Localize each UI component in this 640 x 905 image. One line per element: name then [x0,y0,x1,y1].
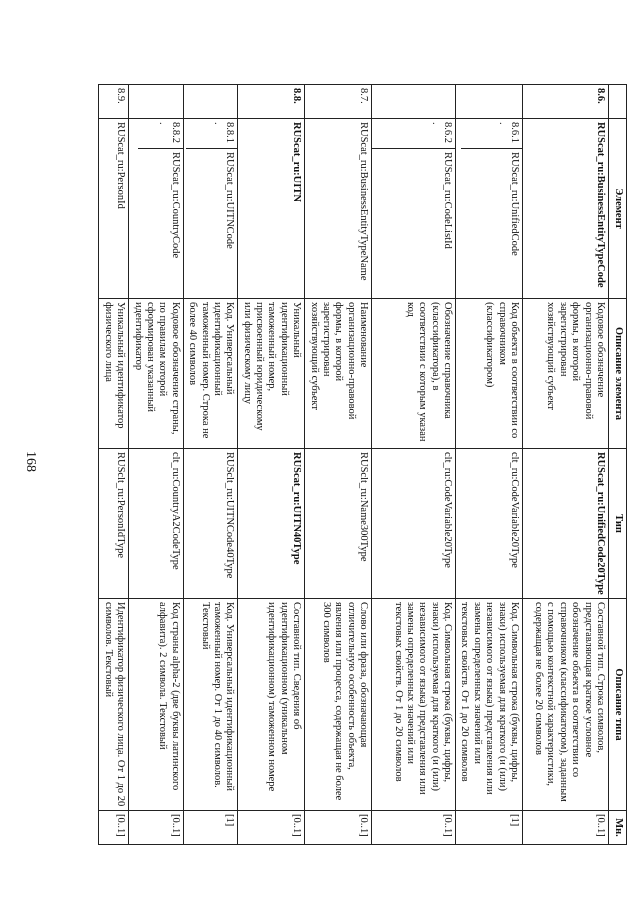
header-multiplicity: Мн. [609,811,627,845]
table-header-row [609,85,627,845]
element-cell [183,119,238,299]
multiplicity: [0..1] [372,811,456,845]
header-type: Тип [609,449,627,599]
element-description: Кодовое обозначение организационно-правовой формы, в которой зарегистрирован хозяйствующий субъект [523,299,609,449]
element-cell [129,119,184,299]
element-name: RUScat_ru:UITNCode [224,152,236,249]
element-name: RUScat_ru:PersonId [99,119,129,299]
element-name: RUScat_ru:CodeListId [442,152,454,249]
type-name: clt_ru:CountryA2CodeType [129,449,184,599]
type-description: Код страны alpha-2 (две буквы латинского алфавита). 2 символа. Текстовый [129,599,184,811]
type-description: Составной тип. Строка символов, представляющая краткое условное обозначение объекта в соответствии со справочником (классификатором), заданным с помощью контекстной характеристики, содержащая не более 20 символов [523,599,609,811]
multiplicity: [0..1] [523,811,609,845]
header-num [609,85,627,119]
row-number [372,85,456,119]
multiplicity: [0..1] [99,811,129,845]
type-description: Идентификатор физического лица. От 1 до 20 символов. Текстовый [99,599,129,811]
element-description: Кодовое обозначение страны, по правилам которой сформирован указанный идентификатор [129,299,184,449]
type-description: Составной тип. Сведения об идентификационном (уникальном идентификационном) таможенном номере [238,599,305,811]
type-description: Код. Универсальный идентификационный таможенный номер. От 1 до 40 символов. Текстовый [183,599,238,811]
type-name: RUScat_ru:UITN40Type [238,449,305,599]
elements-table [98,84,627,845]
row-number: 8.8. [238,85,305,119]
sub-row-number: 8.8.1. [186,119,237,149]
type-name: RUSclt_ru:Name300Type [305,449,372,599]
type-name: clt_ru:CodeVariable20Type [372,449,456,599]
type-name: RUScat_ru:UnifiedCode20Type [523,449,609,599]
header-element: Элемент [609,119,627,299]
element-description: Уникальный идентификатор физического лица [99,299,129,449]
sub-row-number: 8.6.2. [372,119,455,149]
element-description: Обозначение справочника (классификатора), в соответствии с которым указан код [372,299,456,449]
multiplicity: [0..1] [238,811,305,845]
type-name: clt_ru:CodeVariable20Type [456,449,523,599]
multiplicity: [0..1] [129,811,184,845]
table-row [183,85,238,845]
element-cell [456,119,523,299]
type-name: RUSclt_ru:UITNCode40Type [183,449,238,599]
element-description: Наименование организационно-правовой формы, в которой зарегистрирован хозяйствующий субъект [305,299,372,449]
element-name: RUScat_ru:UnifiedCode [509,152,520,256]
page-number: 168 [23,451,38,472]
header-type-description: Описание типа [609,599,627,811]
table-row [129,85,184,845]
type-name: RUSclt_ru:PersonIdType [99,449,129,599]
table-row [523,85,609,845]
table-row [305,85,372,845]
header-element-description: Описание элемента [609,299,627,449]
row-number: 8.7. [305,85,372,119]
row-number [183,85,238,119]
multiplicity: [1] [183,811,238,845]
row-number [129,85,184,119]
element-name: RUScat_ru:BusinessEntityTypeName [305,119,372,299]
sub-row-number: 8.6.1. [461,119,522,149]
sub-row-number: 8.8.2. [138,119,183,149]
type-description: Код. Символьная строка (буквы, цифры, знаки) используемая для краткого (и (или) независимого от языка) представления или замены определенных значений или текстовых свойств. От 1 до 20 символов [456,599,523,811]
type-description: Код. Символьная строка (буквы, цифры, знаки) используемая для краткого (и (или) независимого от языка) представления или замены определенных значений или текстовых свойств. От 1 до 20 символов [372,599,456,811]
element-name: RUScat_ru:CountryCode [169,152,181,259]
table-row [99,85,129,845]
element-name: RUScat_ru:UITN [238,119,305,299]
element-description: Уникальный идентификационный таможенный номер, присвоенный юридическому или физическому лицу [238,299,305,449]
table-row [372,85,456,845]
element-name: RUScat_ru:BusinessEntityTypeCode [523,119,609,299]
table-row [456,85,523,845]
multiplicity: [0..1] [305,811,372,845]
element-cell [372,119,456,299]
element-description: Код объекта в соответствии со справочником (классификатором) [456,299,523,449]
type-description: Слово или фраза, обозначающая отличительную особенность объекта, явления или процесса, содержащая не более 300 символов [305,599,372,811]
row-number [456,85,523,119]
multiplicity: [1] [456,811,523,845]
row-number: 8.9. [99,85,129,119]
row-number: 8.6. [523,85,609,119]
table-row [238,85,305,845]
rotated-page [103,84,627,844]
element-description: Код. Универсальный идентификационный таможенный номер. Строка не более 40 символов [183,299,238,449]
